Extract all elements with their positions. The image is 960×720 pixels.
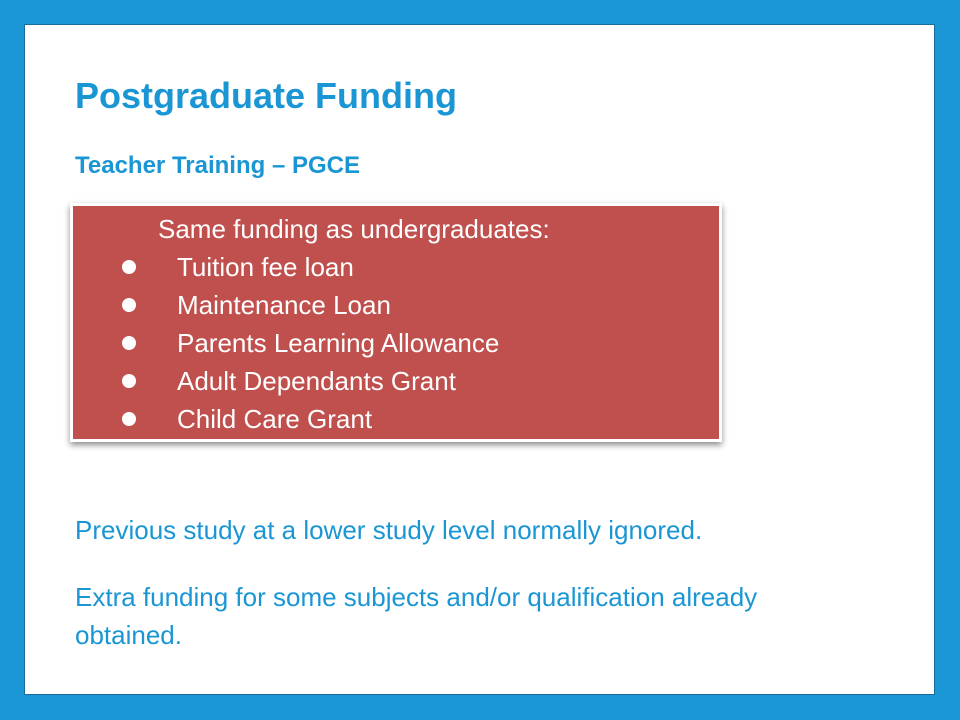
list-item-label: Adult Dependants Grant bbox=[177, 366, 456, 396]
bullet-icon bbox=[122, 336, 136, 350]
list-item-label: Maintenance Loan bbox=[177, 290, 391, 320]
funding-box-heading: Same funding as undergraduates: bbox=[158, 214, 550, 244]
list-item-label: Parents Learning Allowance bbox=[177, 328, 500, 358]
note-previous-study: Previous study at a lower study level normally ignored. bbox=[75, 515, 703, 545]
note-extra-funding: Extra funding for some subjects and/or qualification already obtained. bbox=[75, 582, 758, 650]
funding-box bbox=[70, 203, 722, 442]
list-item-label: Child Care Grant bbox=[177, 404, 373, 434]
bullet-icon bbox=[122, 374, 136, 388]
slide-subtitle: Teacher Training – PGCE bbox=[75, 152, 360, 179]
bullet-icon bbox=[122, 412, 136, 426]
bullet-icon bbox=[122, 298, 136, 312]
slide bbox=[24, 24, 935, 695]
slide-title: Postgraduate Funding bbox=[75, 75, 457, 116]
list-item-label: Tuition fee loan bbox=[177, 252, 354, 282]
bullet-icon bbox=[122, 260, 136, 274]
